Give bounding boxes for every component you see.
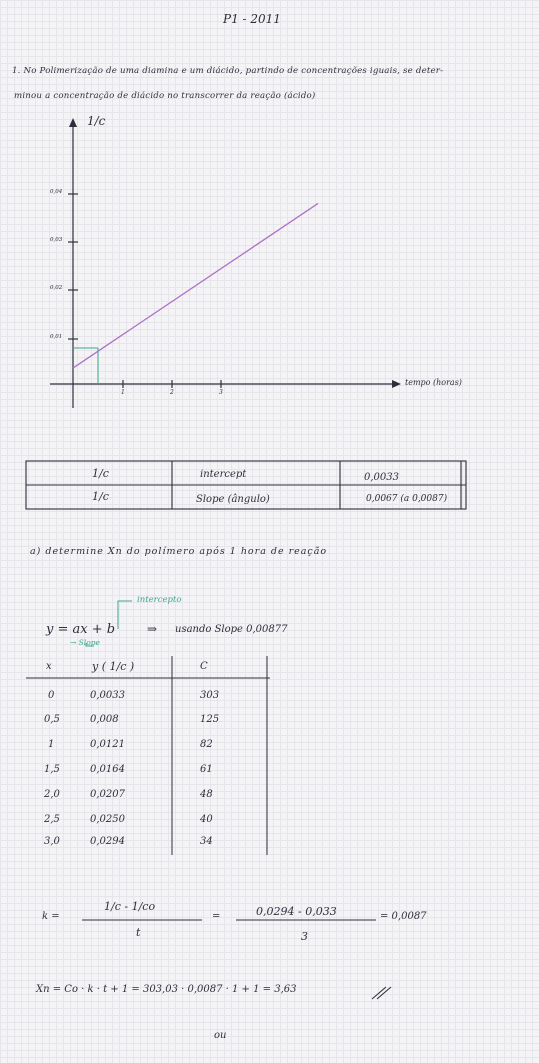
slope-note: → Slope — [70, 638, 100, 647]
table-cell: 125 — [200, 714, 220, 725]
xn-formula: Xn = Co · k · t + 1 = 303,03 · 0,0087 · 1 + 1 = 3,63 — [36, 984, 297, 995]
k-label: k = — [42, 911, 60, 922]
table-cell: 1,5 — [44, 764, 60, 775]
y-tick-label: 0,03 — [50, 237, 63, 243]
table-cell: 3,0 — [44, 836, 60, 847]
table-cell: 2,0 — [44, 789, 60, 800]
table-cell: 61 — [200, 764, 213, 775]
k-numerator: 1/c - 1/co — [104, 900, 156, 913]
table-cell: 82 — [200, 739, 213, 750]
equation: y = ax + b — [46, 622, 116, 637]
table-cell: 0,0294 — [90, 836, 125, 847]
k-equals: = — [212, 911, 221, 922]
summary-cell: 1/c — [92, 490, 109, 503]
table-cell: 0,0164 — [90, 764, 125, 775]
part-a-question: a) determine Xn do polímero após 1 hora de reação — [30, 546, 328, 557]
table-cell: 48 — [200, 789, 213, 800]
table-cell: 303 — [200, 690, 220, 701]
slope-text: usando Slope 0,00877 — [175, 624, 288, 635]
k-result: = 0,0087 — [380, 911, 427, 922]
table-cell: 40 — [200, 814, 213, 825]
table-cell: 1 — [48, 739, 55, 750]
k-denominator-values: 3 — [301, 930, 308, 943]
y-axis-label: 1/c — [87, 114, 106, 128]
k-denominator: t — [136, 926, 141, 939]
series-line — [73, 203, 318, 368]
table-cell: 0,0250 — [90, 814, 125, 825]
summary-cell: 0,0067 (a 0,0087) — [366, 494, 448, 504]
x-tick-label: 1 — [121, 389, 125, 396]
y-tick-label: 0,04 — [50, 189, 63, 195]
x-axis-label: tempo (horas) — [405, 378, 462, 387]
y-tick-label: 0,01 — [50, 334, 63, 340]
footer-text: ou — [214, 1030, 227, 1041]
data-table-lines — [26, 656, 270, 855]
summary-cell: Slope (ângulo) — [196, 494, 270, 505]
table-cell: 34 — [200, 836, 213, 847]
table-cell: 0,0033 — [90, 690, 125, 701]
problem-line-1: 1. No Polimerização de uma diamina e um diácido, partindo de concentrações iguais, se deter- — [12, 66, 444, 76]
summary-cell: 0,0033 — [364, 472, 399, 483]
table-header: C — [200, 661, 208, 672]
x-tick-label: 2 — [170, 389, 174, 396]
y-tick-label: 0,02 — [50, 285, 63, 291]
table-cell: 0,5 — [44, 714, 60, 725]
table-header: x — [46, 661, 52, 672]
table-cell: 0,0207 — [90, 789, 125, 800]
problem-line-2: minou a concentração de diácido no transcorrer da reação (ácido) — [14, 91, 316, 101]
k-numerator-values: 0,0294 - 0,033 — [256, 905, 337, 918]
summary-cell: 1/c — [92, 467, 109, 480]
x-axis-arrow-icon — [392, 380, 401, 388]
table-cell: 0,0121 — [90, 739, 125, 750]
summary-cell: intercept — [200, 469, 247, 480]
table-cell: 0 — [48, 690, 55, 701]
table-cell: 2,5 — [44, 814, 60, 825]
page-title: P1 - 2011 — [223, 12, 281, 26]
intercept-note: intercepto — [137, 595, 182, 605]
graph-axes — [50, 118, 401, 408]
table-cell: 0,008 — [90, 714, 119, 725]
implies-arrow: ⇒ — [147, 622, 158, 636]
x-tick-label: 3 — [219, 389, 223, 396]
y-axis-arrow-icon — [69, 118, 77, 127]
table-header: y ( 1/c ) — [92, 660, 135, 673]
